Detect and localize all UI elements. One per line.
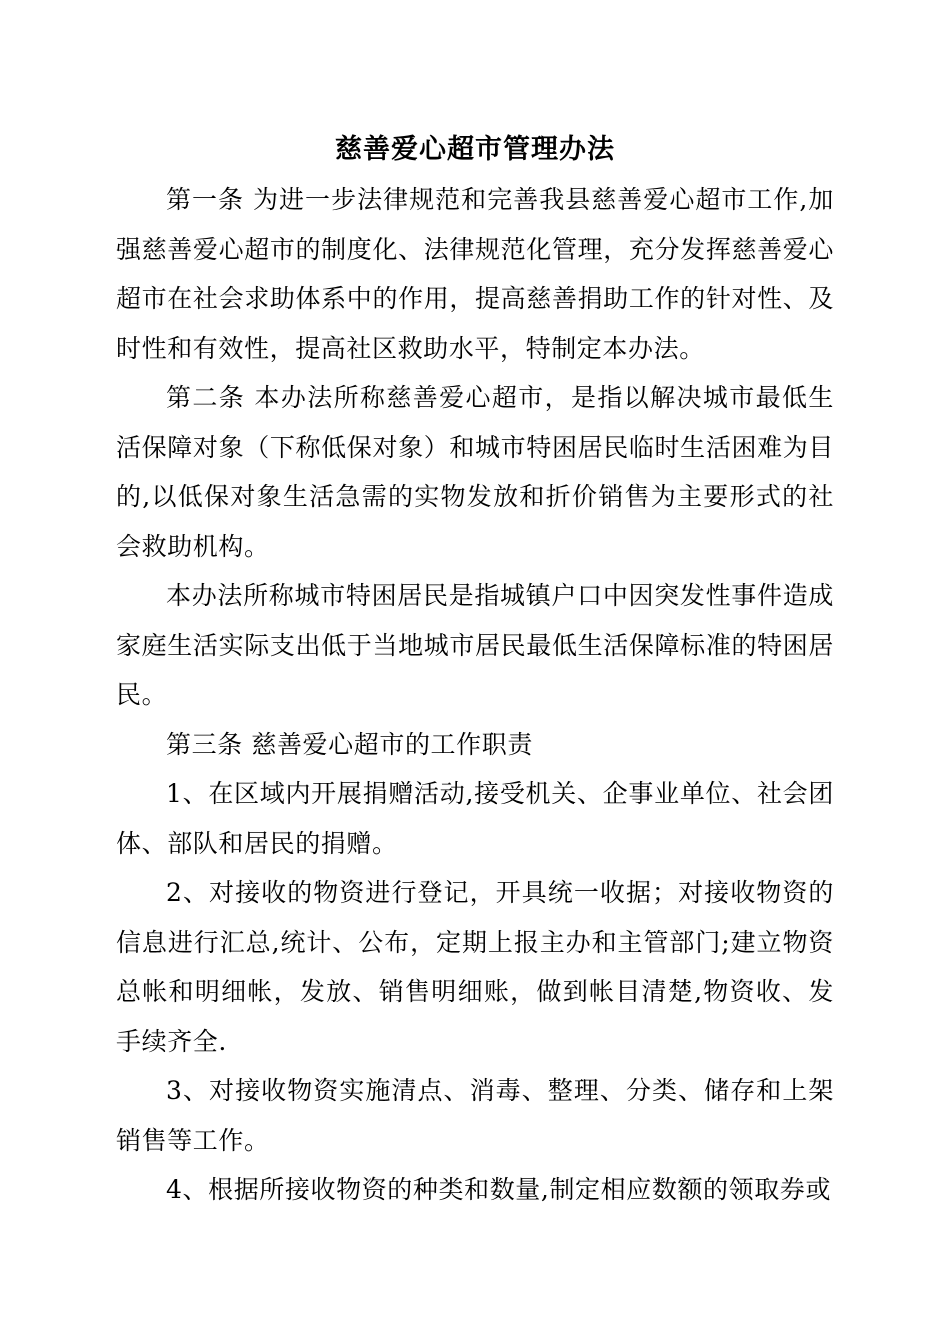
- paragraph-article-1: 第一条 为进一步法律规范和完善我县慈善爱心超市工作,加强慈善爱心超市的制度化、法律规范化管理，充分发挥慈善爱心超市在社会求助体系中的作用，提高慈善捐助工作的针对性、及时性和有效性，提高社区救助水平，特制定本办法。: [116, 185, 834, 363]
- document-title: 慈善爱心超市管理办法: [335, 134, 615, 165]
- paragraph-article-2: 第二条 本办法所称慈善爱心超市，是指以解决城市最低生活保障对象（下称低保对象）和城市特困居民临时生活困难为目的,以低保对象生活急需的实物发放和折价销售为主要形式的社会救助机构。: [116, 383, 834, 561]
- paragraph-duty-3: 3、对接收物资实施清点、消毒、整理、分类、储存和上架销售等工作。: [116, 1076, 834, 1155]
- paragraph-duty-2: 2、对接收的物资进行登记，开具统一收据；对接收物资的信息进行汇总,统计、公布，定期上报主办和主管部门;建立物资总帐和明细帐，发放、销售明细账，做到帐目清楚,物资收、发手续齐全.: [116, 878, 834, 1056]
- document-body: [116, 175, 834, 1215]
- paragraph-definition-poor-residents: 本办法所称城市特困居民是指城镇户口中因突发性事件造成家庭生活实际支出低于当地城市居民最低生活保障标准的特困居民。: [116, 581, 834, 709]
- paragraph-article-3-heading: 第三条 慈善爱心超市的工作职责: [166, 729, 533, 759]
- paragraph-duty-1: 1、在区域内开展捐赠活动,接受机关、企事业单位、社会团体、部队和居民的捐赠。: [116, 779, 834, 858]
- paragraph-duty-4: 4、根据所接收物资的种类和数量,制定相应数额的领取券或: [166, 1175, 832, 1204]
